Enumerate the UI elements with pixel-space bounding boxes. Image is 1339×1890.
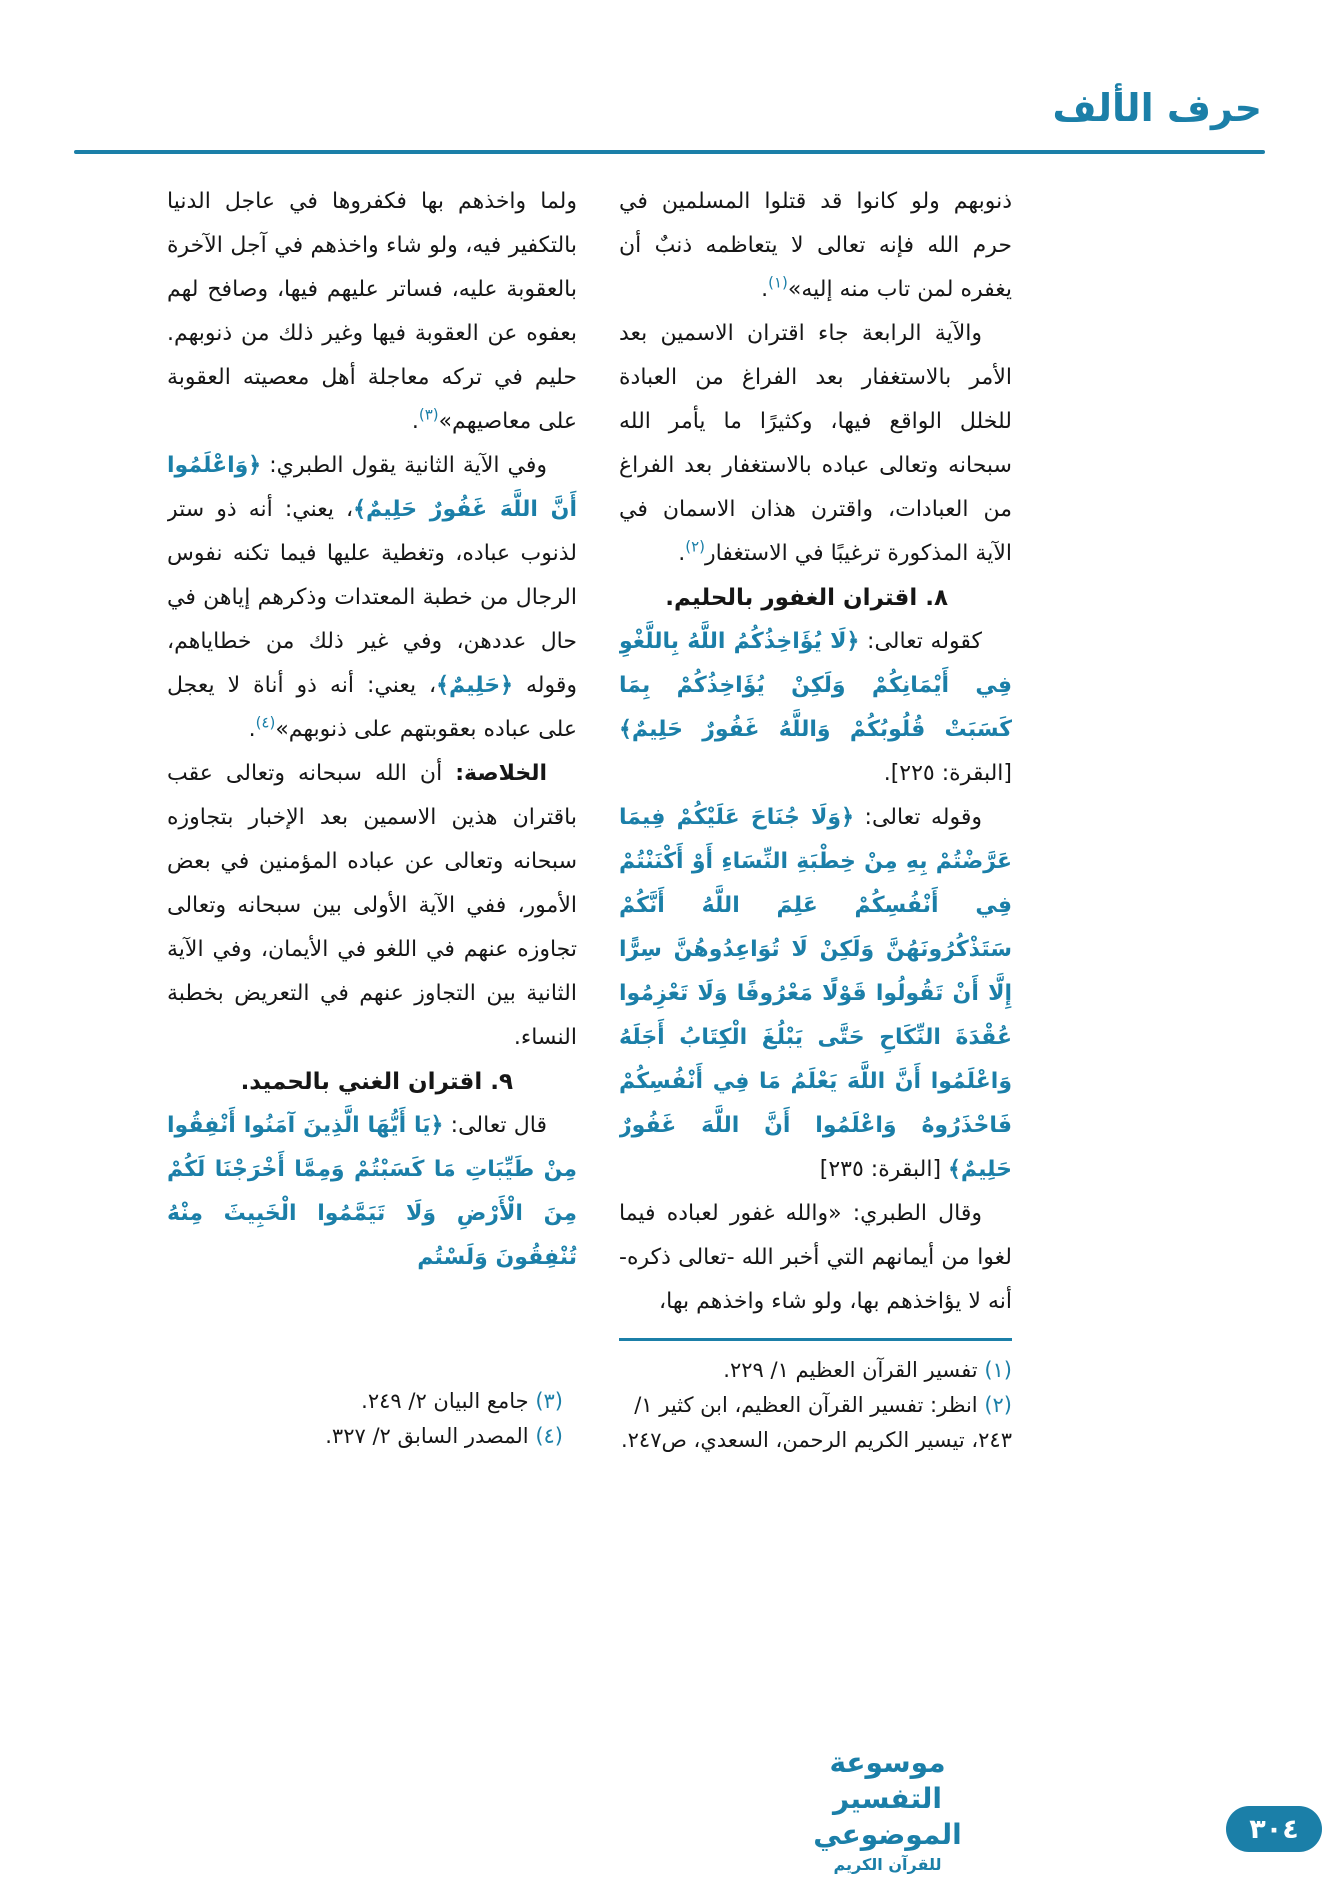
paragraph <box>167 752 577 1060</box>
page-number-badge <box>1226 1806 1322 1852</box>
body-text: قال تعالى: <box>443 1113 547 1138</box>
body-text: ، يعني: أنه ذو أناة لا يعجل على عباده بعقوبتهم على ذنوبهم» <box>167 673 577 742</box>
footnote-divider <box>619 1338 1012 1341</box>
paragraph <box>167 444 577 752</box>
body-text: ولما واخذهم بها فكفروها في عاجل الدنيا بالتكفير فيه، ولو شاء واخذهم في آجل الآخرة بالعقوبة عليه، فساتر عليهم فيها، وصافح لهم بعفوه عن العقوبة فيها وغير ذلك من ذنوبهم. حليم في تركه معاجلة أهل معصيته العقوبة على معاصيهم» <box>167 189 577 434</box>
footnote-marker: (٣) <box>418 405 439 424</box>
publisher-logo <box>775 1745 1000 1874</box>
quran-verse: ﴿يَا أَيُّهَا الَّذِينَ آمَنُوا أَنْفِقُوا مِنْ طَيِّبَاتِ مَا كَسَبْتُمْ وَمِمَّا أَخْرَجْنَا لَكُمْ مِنَ الْأَرْضِ وَلَا تَيَمَّمُوا الْخَبِيثَ مِنْهُ تُنْفِقُونَ وَلَسْتُم <box>167 1113 577 1270</box>
footnote <box>167 1384 563 1419</box>
footnote-marker: (٤) <box>255 713 276 732</box>
body-text: . <box>678 541 686 566</box>
emphasis-text: الخلاصة: <box>455 761 547 786</box>
paragraph <box>619 312 1012 576</box>
paragraph <box>619 180 1012 312</box>
text-column-right <box>619 180 1012 1332</box>
footnote-number: (٢) <box>977 1393 1012 1417</box>
body-text: . <box>248 717 256 742</box>
section-heading <box>619 576 1012 620</box>
footnote-marker: (٢) <box>685 537 705 556</box>
body-text: . <box>761 277 769 302</box>
paragraph <box>619 620 1012 796</box>
paragraph <box>167 1104 577 1280</box>
footnote <box>167 1419 563 1454</box>
footnote <box>619 1353 1012 1388</box>
paragraph <box>619 1192 1012 1324</box>
quran-verse: ﴿لَا يُؤَاخِذُكُمُ اللَّهُ بِاللَّغْوِ فِي أَيْمَانِكُمْ وَلَكِنْ يُؤَاخِذُكُمْ بِمَا كَسَبَتْ قُلُوبُكُمْ وَاللَّهُ غَفُورٌ حَلِيمٌ﴾ <box>619 629 1012 742</box>
paragraph <box>619 796 1012 1192</box>
logo-title: موسوعة التفسير الموضوعي <box>813 1746 962 1851</box>
quran-verse: ﴿وَلَا جُنَاحَ عَلَيْكُمْ فِيمَا عَرَّضْتُمْ بِهِ مِنْ خِطْبَةِ النِّسَاءِ أَوْ أَكْنَنْتُمْ فِي أَنْفُسِكُمْ عَلِمَ اللَّهُ أَنَّكُمْ سَتَذْكُرُونَهُنَّ وَلَكِنْ لَا تُوَاعِدُوهُنَّ سِرًّا إِلَّا أَنْ تَقُولُوا قَوْلًا مَعْرُوفًا وَلَا تَعْزِمُوا عُقْدَةَ النِّكَاحِ حَتَّى يَبْلُغَ الْكِتَابُ أَجَلَهُ وَاعْلَمُوا أَنَّ اللَّهَ يَعْلَمُ مَا فِي أَنْفُسِكُمْ فَاحْذَرُوهُ وَاعْلَمُوا أَنَّ اللَّهَ غَفُورٌ حَلِيمٌ﴾ <box>619 805 1012 1182</box>
body-text: ٩. اقتران الغني بالحميد. <box>240 1069 513 1095</box>
body-text: ذنوبهم ولو كانوا قد قتلوا المسلمين في حرم الله فإنه تعالى لا يتعاظمه ذنبٌ أن يغفره لمن تاب منه إليه» <box>619 189 1012 302</box>
body-text: والآية الرابعة جاء اقتران الاسمين بعد الأمر بالاستغفار بعد الفراغ من العبادة للخلل الواقع فيها، وكثيرًا ما يأمر الله سبحانه وتعالى عباده بالاستغفار بعد الفراغ من العبادات، واقترن هذان الاسمان في الآية المذكورة ترغيبًا في الاستغفار <box>619 321 1012 566</box>
body-text: . <box>411 409 419 434</box>
footnote-text: المصدر السابق ٢/ ٣٢٧. <box>325 1424 529 1448</box>
footnote-text: انظر: تفسير القرآن العظيم، ابن كثير ١/ ٢٤٣، تيسير الكريم الرحمن، السعدي، ص٢٤٧. <box>620 1393 1012 1452</box>
footnote-number: (١) <box>977 1358 1012 1382</box>
body-text: وقال الطبري: «والله غفور لعباده فيما لغوا من أيمانهم التي أخبر الله -تعالى ذكره- أنه لا يؤاخذهم بها، ولو شاء واخذهم بها، <box>619 1201 1012 1314</box>
body-text: وقوله تعالى: <box>854 805 983 830</box>
footnote-list-right <box>619 1353 1012 1458</box>
footnote-number: (٣) <box>528 1389 563 1413</box>
body-text: [البقرة: ٢٢٥]. <box>883 761 1012 786</box>
logo-subtitle: للقرآن الكريم <box>833 1855 942 1874</box>
page-number: ٣٠٤ <box>1249 1813 1299 1845</box>
text-column-left <box>167 180 577 1376</box>
footnote-text: جامع البيان ٢/ ٢٤٩. <box>361 1389 529 1413</box>
body-text: وفي الآية الثانية يقول الطبري: <box>261 453 547 478</box>
paragraph <box>167 180 577 444</box>
quran-verse: ﴿حَلِيمٌ﴾ <box>436 673 514 698</box>
body-text: ٨. اقتران الغفور بالحليم. <box>665 585 948 611</box>
body-text: ، يعني: أنه ذو ستر لذنوب عباده، وتغطية عليها فيما تكنه نفوس الرجال من خطبة المعتدات وذكرهم إياهن في حال عددهن، وفي غير ذلك من خطاياهم، وقوله <box>167 497 577 698</box>
body-text: [البقرة: ٢٣٥] <box>819 1157 949 1182</box>
footnote-list-left <box>167 1384 563 1454</box>
running-header: حرف الألف <box>1052 86 1262 130</box>
footnote-marker: (١) <box>768 273 788 292</box>
footnote-text: تفسير القرآن العظيم ١/ ٢٢٩. <box>723 1358 978 1382</box>
footnotes-left <box>167 1384 577 1454</box>
body-text: كقوله تعالى: <box>859 629 983 654</box>
footnote-number: (٤) <box>528 1424 563 1448</box>
quran-verse: ﴿وَاعْلَمُوا أَنَّ اللَّهَ غَفُورٌ حَلِيمٌ﴾ <box>167 453 577 522</box>
header-divider <box>74 150 1265 154</box>
body-text: أن الله سبحانه وتعالى عقب باقتران هذين الاسمين بعد الإخبار بتجاوزه سبحانه وتعالى عن عباده المؤمنين في بعض الأمور، ففي الآية الأولى بين سبحانه وتعالى تجاوزه عنهم في اللغو في الأيمان، وفي الآية الثانية بين التجاوز عنهم في التعريض بخطبة النساء. <box>167 761 577 1050</box>
footnote <box>619 1388 1012 1458</box>
footnotes-right <box>619 1338 1012 1458</box>
section-heading <box>167 1060 577 1104</box>
